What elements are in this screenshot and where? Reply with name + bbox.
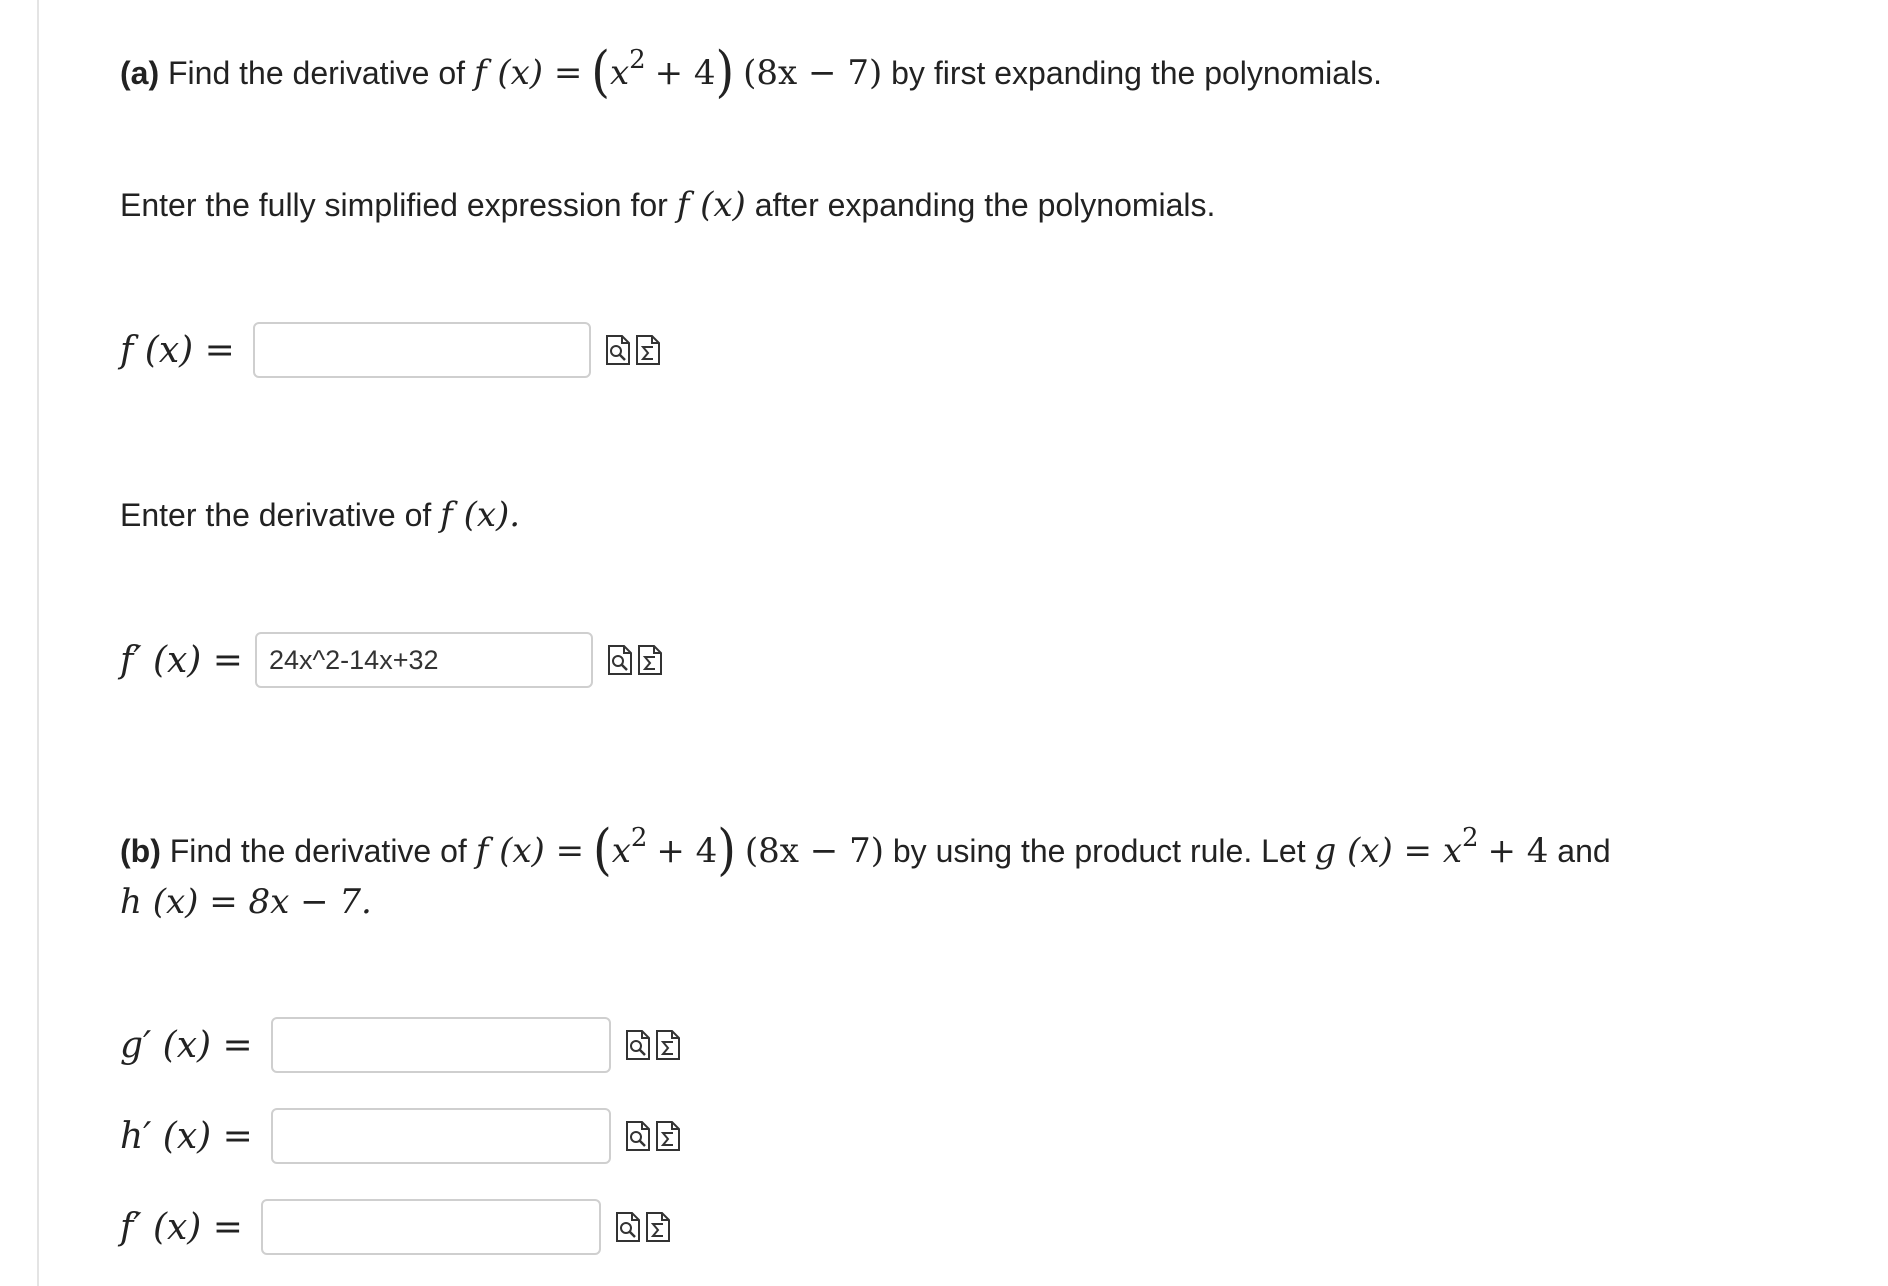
expand-instruction-text: Enter the fully simplified expression for	[120, 187, 668, 223]
h-prime-input[interactable]	[271, 1108, 611, 1164]
expand-answer-input[interactable]	[253, 322, 591, 378]
g-prime-label: g′ (x) =	[120, 1024, 253, 1066]
g-definition-rest: + 4	[1487, 831, 1549, 871]
poly-right: (8x − 7)	[744, 831, 884, 871]
left-paren: (	[591, 39, 610, 105]
f-prime-label: f′ (x) =	[120, 1206, 243, 1248]
h-prime-tools	[625, 1120, 681, 1152]
poly-right: (8x − 7)	[743, 53, 883, 93]
part-a-function-lhs: f (x) =	[473, 53, 583, 93]
left-paren: (	[592, 817, 612, 883]
equation-editor-icon[interactable]	[645, 1211, 671, 1243]
g-definition-exp: 2	[1462, 823, 1479, 853]
expand-answer-row	[120, 320, 661, 380]
derivative-instruction	[120, 495, 520, 535]
derivative-instruction-text: Enter the derivative of	[120, 497, 432, 533]
equation-editor-icon[interactable]	[655, 1029, 681, 1061]
right-paren: )	[717, 817, 737, 883]
part-a-tail: by first expanding the polynomials.	[891, 55, 1383, 91]
part-b-function-lhs: f (x) =	[475, 831, 585, 871]
expand-answer-label: f (x) =	[120, 329, 235, 371]
part-b-question-line2	[120, 882, 372, 922]
poly-left-rest: + 4	[654, 53, 716, 93]
f-prime-input[interactable]	[261, 1199, 601, 1255]
preview-answer-icon[interactable]	[625, 1120, 651, 1152]
expand-instruction	[120, 185, 1215, 225]
expand-instruction-fn: f (x)	[676, 185, 746, 225]
expand-answer-tools	[605, 334, 661, 366]
f-prime-tools	[615, 1211, 671, 1243]
equation-editor-icon[interactable]	[635, 334, 661, 366]
g-prime-answer-row	[120, 1015, 681, 1075]
h-prime-answer-row	[120, 1106, 681, 1166]
right-paren: )	[715, 39, 735, 105]
derivative-answer-input[interactable]	[255, 632, 593, 688]
equation-editor-icon[interactable]	[655, 1120, 681, 1152]
part-b-and: and	[1557, 833, 1611, 869]
poly-left-rest: + 4	[656, 831, 718, 871]
poly-left-base: x	[609, 53, 630, 93]
part-a-question	[120, 39, 1383, 105]
f-prime-answer-row	[120, 1197, 671, 1257]
page-left-border	[37, 0, 39, 1286]
h-definition: h (x) = 8x − 7.	[120, 882, 372, 922]
part-b-intro: Find the derivative of	[169, 833, 467, 869]
preview-answer-icon[interactable]	[625, 1029, 651, 1061]
g-definition-lhs: g (x) = x	[1314, 831, 1463, 871]
poly-left-exp: 2	[630, 823, 648, 853]
part-b-middle: by using the product rule. Let	[892, 833, 1306, 869]
g-prime-tools	[625, 1029, 681, 1061]
h-prime-label: h′ (x) =	[120, 1115, 253, 1157]
part-b-question-line1	[120, 817, 1611, 883]
part-a-label: (a)	[120, 55, 160, 91]
derivative-answer-tools	[607, 644, 663, 676]
part-b-label: (b)	[120, 833, 161, 869]
preview-answer-icon[interactable]	[615, 1211, 641, 1243]
g-prime-input[interactable]	[271, 1017, 611, 1073]
equation-editor-icon[interactable]	[637, 644, 663, 676]
derivative-instruction-fn: f (x).	[440, 495, 521, 535]
preview-answer-icon[interactable]	[607, 644, 633, 676]
derivative-answer-label: f′ (x) =	[120, 639, 243, 681]
poly-left-base: x	[611, 831, 631, 871]
expand-instruction-tail: after expanding the polynomials.	[754, 187, 1216, 223]
part-a-intro: Find the derivative of	[168, 55, 466, 91]
derivative-answer-row	[120, 630, 663, 690]
poly-left-exp: 2	[629, 45, 646, 75]
preview-answer-icon[interactable]	[605, 334, 631, 366]
